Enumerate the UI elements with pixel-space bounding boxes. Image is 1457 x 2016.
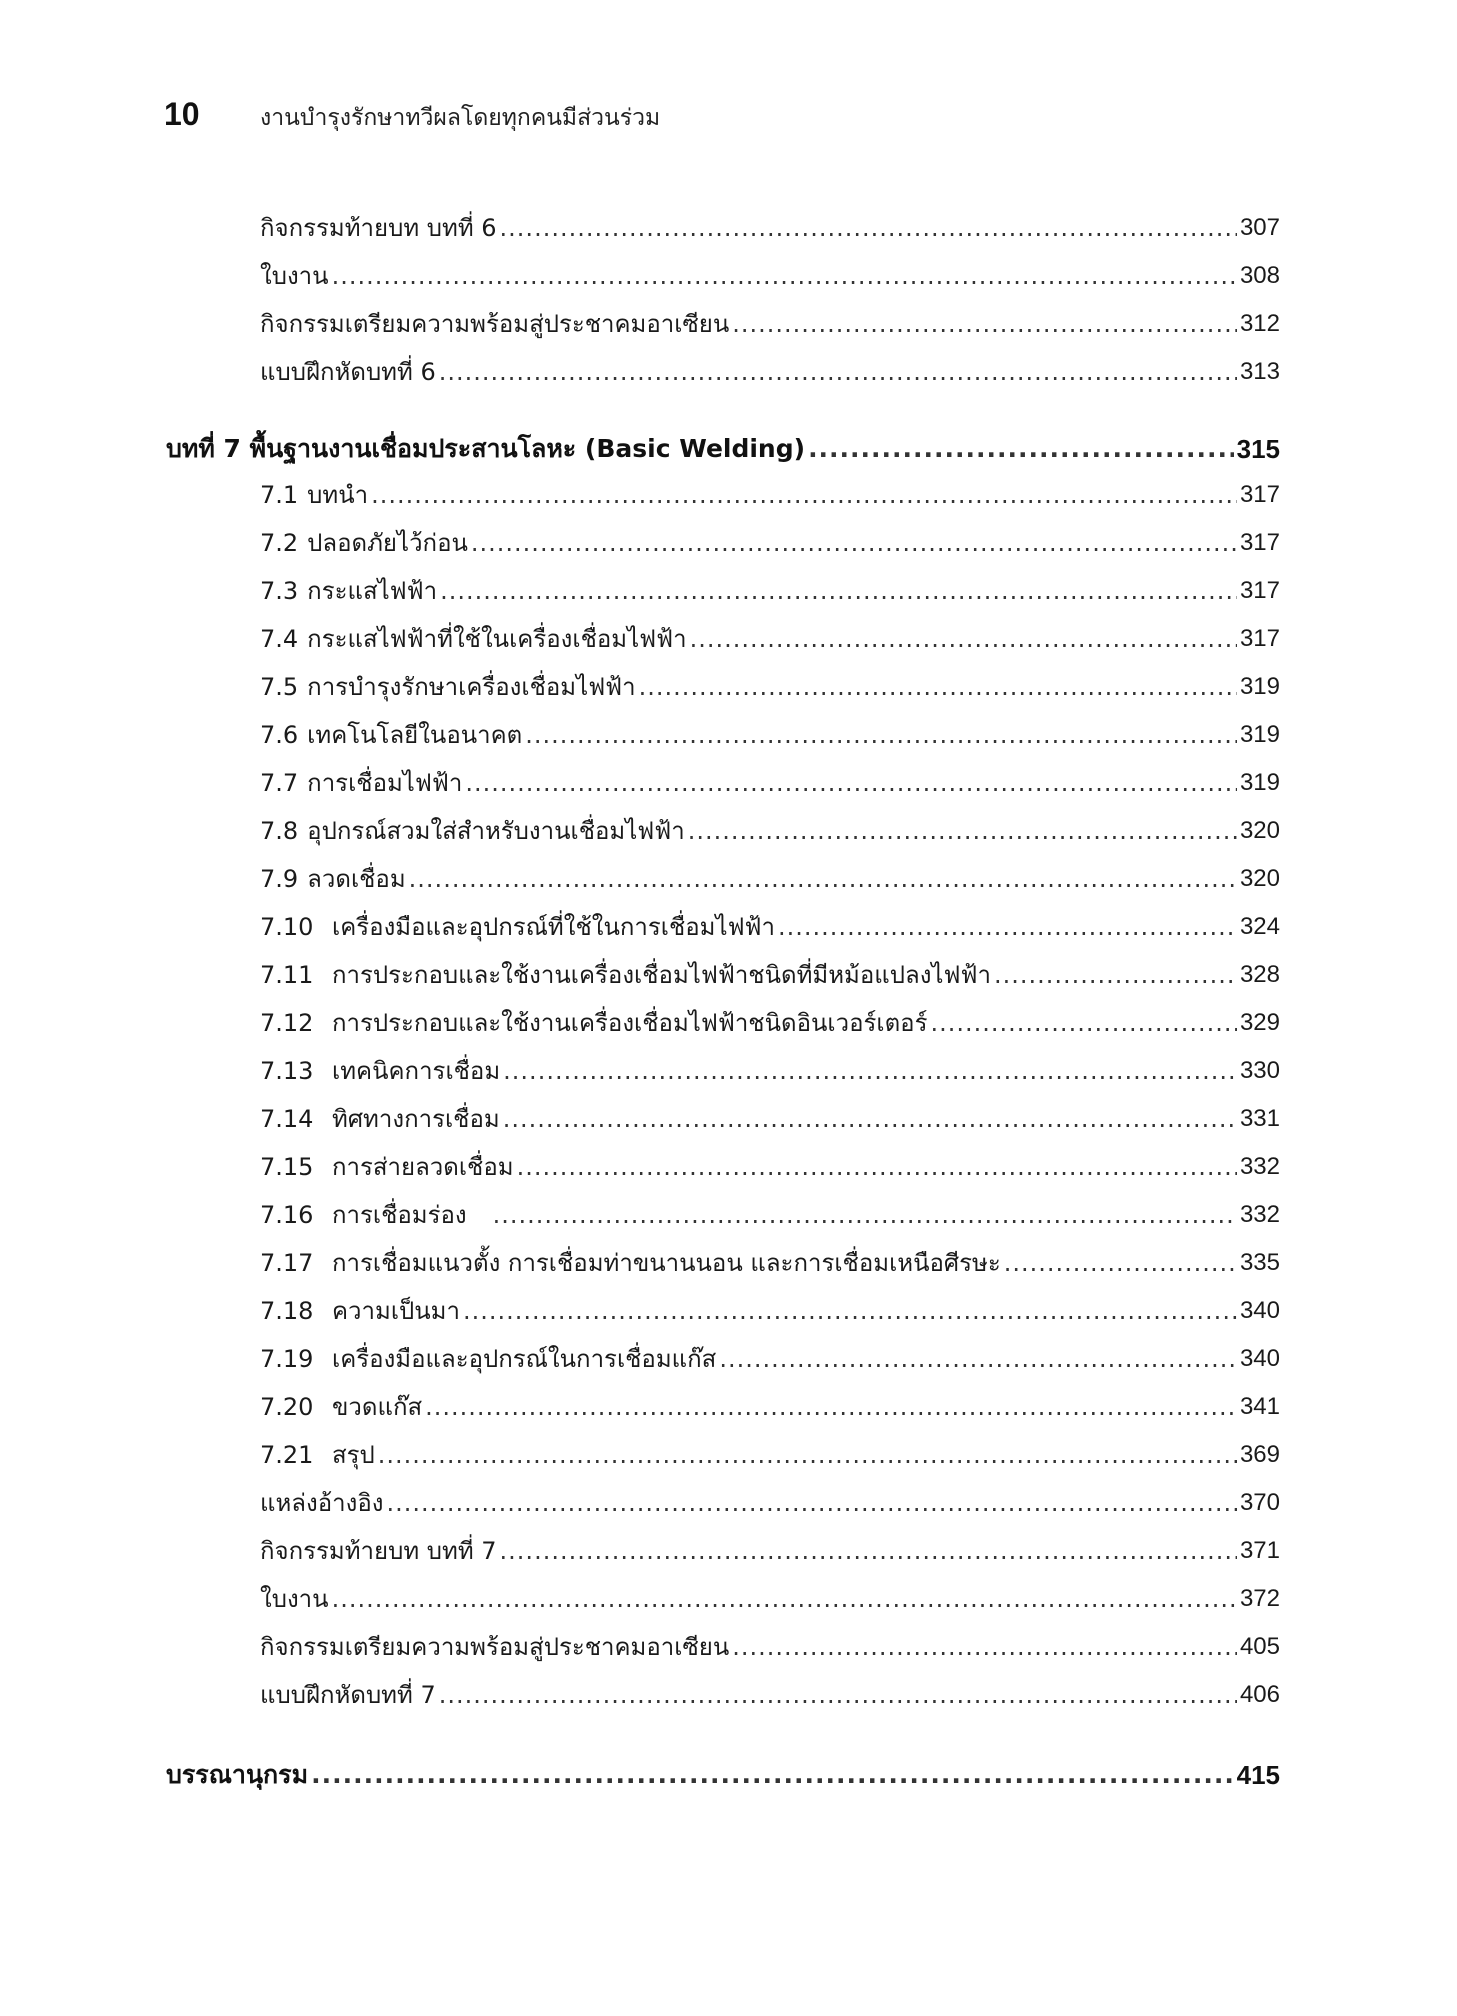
leader-dots (778, 909, 1237, 945)
toc-entry[interactable] (260, 1485, 1280, 1521)
toc-entry[interactable] (260, 1533, 1280, 1569)
leader-dots (465, 765, 1237, 801)
toc-entry-label: กิจกรรมท้ายบท บทที่ 6 (260, 214, 497, 242)
section-number: 7.2 (260, 529, 299, 557)
toc-section-entry[interactable] (260, 1245, 1280, 1281)
leader-dots (500, 1533, 1237, 1569)
toc-entry-label: กิจกรรมเตรียมความพร้อมสู่ประชาคมอาเซียน (260, 310, 730, 338)
toc-section-entry[interactable] (260, 1005, 1280, 1041)
section-label: ทิศทางการเชื่อม (332, 1105, 500, 1133)
bibliography-page: 415 (1236, 1760, 1280, 1790)
leader-dots (732, 306, 1237, 342)
toc-entry-page: 313 (1239, 358, 1280, 385)
section-label: เทคนิคการเชื่อม (332, 1057, 501, 1085)
section-number: 7.13 (260, 1057, 314, 1085)
toc-entry-page: 405 (1239, 1633, 1280, 1660)
toc-entry[interactable] (260, 258, 1280, 294)
section-label: การเชื่อมไฟฟ้า (307, 769, 463, 797)
section-number: 7.19 (260, 1345, 314, 1373)
toc-chapter-label: บทที่ 7 พื้นฐานงานเชื่อมประสานโลหะ (Basic Welding) (166, 434, 806, 463)
leader-dots (332, 1581, 1237, 1617)
section-page: 317 (1239, 481, 1280, 508)
toc-entry-label: กิจกรรมเตรียมความพร้อมสู่ประชาคมอาเซียน (260, 1633, 730, 1661)
section-page: 328 (1239, 961, 1280, 988)
section-label: ความเป็นมา (332, 1297, 460, 1325)
section-label: อุปกรณ์สวมใส่สำหรับงานเชื่อมไฟฟ้า (307, 817, 685, 845)
leader-dots (808, 431, 1234, 467)
section-label: การเชื่อมร่อง (332, 1201, 467, 1229)
leader-dots (517, 1149, 1237, 1185)
leader-dots (332, 258, 1237, 294)
toc-entry-page: 372 (1239, 1585, 1280, 1612)
toc-entry-page: 370 (1239, 1489, 1280, 1516)
section-page: 341 (1239, 1393, 1280, 1420)
section-label: การบำรุงรักษาเครื่องเชื่อมไฟฟ้า (307, 673, 636, 701)
toc-entry-label: แหล่งอ้างอิง (260, 1489, 384, 1517)
toc-entry-label: แบบฝึกหัดบทที่ 6 (260, 358, 436, 386)
section-label: ปลอดภัยไว้ก่อน (307, 529, 468, 557)
section-number: 7.12 (260, 1009, 314, 1037)
section-label: ลวดเชื่อม (307, 865, 406, 893)
section-page: 319 (1239, 673, 1280, 700)
section-page: 369 (1239, 1441, 1280, 1468)
toc-section-entry[interactable] (260, 477, 1280, 513)
section-page: 319 (1239, 769, 1280, 796)
toc-section-entry[interactable] (260, 573, 1280, 609)
section-number: 7.16 (260, 1201, 314, 1229)
leader-dots (463, 1293, 1237, 1329)
leader-dots (732, 1629, 1237, 1665)
toc-section-entry[interactable] (260, 1149, 1280, 1185)
toc-bibliography-entry[interactable] (166, 1757, 1280, 1793)
section-label: บทนำ (307, 481, 369, 509)
section-label: ขวดแก๊ส (332, 1393, 423, 1421)
section-number: 7.18 (260, 1297, 314, 1325)
section-number: 7.21 (260, 1441, 314, 1469)
toc-entry-page: 371 (1239, 1537, 1280, 1564)
section-number: 7.9 (260, 865, 299, 893)
section-number: 7.11 (260, 961, 314, 989)
leader-dots (931, 1005, 1237, 1041)
section-number: 7.6 (260, 721, 299, 749)
toc-entry-page: 308 (1239, 262, 1280, 289)
book-title: งานบำรุงรักษาทวีผลโดยทุกคนมีส่วนร่วม (260, 105, 661, 131)
section-number: 7.10 (260, 913, 314, 941)
toc-section-entry[interactable] (260, 669, 1280, 705)
section-number: 7.14 (260, 1105, 314, 1133)
leader-dots (409, 861, 1237, 897)
section-number: 7.3 (260, 577, 299, 605)
section-page: 335 (1239, 1249, 1280, 1276)
leader-dots (639, 669, 1237, 705)
toc-entry-label: แบบฝึกหัดบทที่ 7 (260, 1681, 436, 1709)
toc-section-entry[interactable] (260, 717, 1280, 753)
toc-section-entry[interactable] (260, 1437, 1280, 1473)
leader-dots (503, 1053, 1237, 1089)
leader-dots (378, 1437, 1237, 1473)
section-label: เครื่องมือและอุปกรณ์ที่ใช้ในการเชื่อมไฟฟ้า (332, 913, 776, 941)
toc-section-entry[interactable] (260, 861, 1280, 897)
toc-entry-label: ใบงาน (260, 1585, 329, 1613)
leader-dots (439, 354, 1237, 390)
toc-chapter-page: 315 (1236, 434, 1280, 464)
section-number: 7.5 (260, 673, 299, 701)
section-page: 319 (1239, 721, 1280, 748)
toc-section-entry[interactable] (260, 621, 1280, 657)
toc-entry[interactable] (260, 1629, 1280, 1665)
leader-dots (500, 210, 1237, 246)
toc-section-entry[interactable] (260, 1293, 1280, 1329)
page-number: 10 (164, 96, 200, 132)
leader-dots (425, 1389, 1237, 1425)
section-number: 7.7 (260, 769, 299, 797)
toc-section-entry[interactable] (260, 909, 1280, 945)
section-page: 332 (1239, 1201, 1280, 1228)
toc-section-entry[interactable] (260, 1053, 1280, 1089)
section-page: 330 (1239, 1057, 1280, 1084)
toc-entry[interactable] (260, 354, 1280, 390)
toc-chapter-entry[interactable] (166, 431, 1280, 467)
leader-dots (471, 525, 1237, 561)
section-page: 329 (1239, 1009, 1280, 1036)
toc-entry-label: กิจกรรมท้ายบท บทที่ 7 (260, 1537, 497, 1565)
page-header (164, 96, 660, 136)
section-page: 340 (1239, 1297, 1280, 1324)
leader-dots (371, 477, 1237, 513)
section-label: สรุป (332, 1441, 375, 1469)
section-page: 317 (1239, 625, 1280, 652)
section-label: กระแสไฟฟ้าที่ใช้ในเครื่องเชื่อมไฟฟ้า (307, 625, 687, 653)
toc-section-entry[interactable] (260, 765, 1280, 801)
section-label: กระแสไฟฟ้า (307, 577, 438, 605)
leader-dots (688, 813, 1237, 849)
toc-entry[interactable] (260, 210, 1280, 246)
toc-entry-page: 307 (1239, 214, 1280, 241)
toc-entry-label: ใบงาน (260, 262, 329, 290)
section-page: 320 (1239, 865, 1280, 892)
leader-dots (719, 1341, 1237, 1377)
leader-dots (493, 1197, 1237, 1233)
leader-dots (440, 573, 1237, 609)
toc-entry[interactable] (260, 306, 1280, 342)
section-number: 7.1 (260, 481, 299, 509)
section-page: 317 (1239, 529, 1280, 556)
toc-section-entry[interactable] (260, 1101, 1280, 1137)
toc-entry-page: 312 (1239, 310, 1280, 337)
leader-dots (994, 957, 1237, 993)
leader-dots (690, 621, 1237, 657)
section-page: 340 (1239, 1345, 1280, 1372)
toc-entry[interactable] (260, 1581, 1280, 1617)
section-label: เครื่องมือและอุปกรณ์ในการเชื่อมแก๊ส (332, 1345, 717, 1373)
section-label: การประกอบและใช้งานเครื่องเชื่อมไฟฟ้าชนิดอินเวอร์เตอร์ (332, 1009, 928, 1037)
leader-dots (503, 1101, 1237, 1137)
section-page: 320 (1239, 817, 1280, 844)
toc-section-entry[interactable] (260, 1389, 1280, 1425)
leader-dots (525, 717, 1237, 753)
section-page: 324 (1239, 913, 1280, 940)
leader-dots (386, 1485, 1236, 1521)
section-label: การเชื่อมแนวตั้ง การเชื่อมท่าขนานนอน และการเชื่อมเหนือศีรษะ (332, 1249, 1001, 1277)
toc-section-entry[interactable] (260, 957, 1280, 993)
toc-section-entry[interactable] (260, 813, 1280, 849)
toc-section-entry[interactable] (260, 1341, 1280, 1377)
section-page: 332 (1239, 1153, 1280, 1180)
section-page: 331 (1239, 1105, 1280, 1132)
section-number: 7.17 (260, 1249, 314, 1277)
leader-dots (1004, 1245, 1237, 1281)
section-number: 7.20 (260, 1393, 314, 1421)
section-number: 7.8 (260, 817, 299, 845)
bibliography-label: บรรณานุกรม (166, 1760, 309, 1789)
leader-dots (439, 1677, 1237, 1713)
leader-dots (311, 1757, 1234, 1793)
section-number: 7.15 (260, 1153, 314, 1181)
section-number: 7.4 (260, 625, 299, 653)
section-label: การประกอบและใช้งานเครื่องเชื่อมไฟฟ้าชนิดที่มีหม้อแปลงไฟฟ้า (332, 961, 991, 989)
toc-entry-page: 406 (1239, 1681, 1280, 1708)
toc-section-entry[interactable] (260, 1197, 1280, 1233)
section-page: 317 (1239, 577, 1280, 604)
toc-entry[interactable] (260, 1677, 1280, 1713)
section-label: เทคโนโลยีในอนาคต (307, 721, 523, 749)
toc-section-entry[interactable] (260, 525, 1280, 561)
section-label: การส่ายลวดเชื่อม (332, 1153, 514, 1181)
